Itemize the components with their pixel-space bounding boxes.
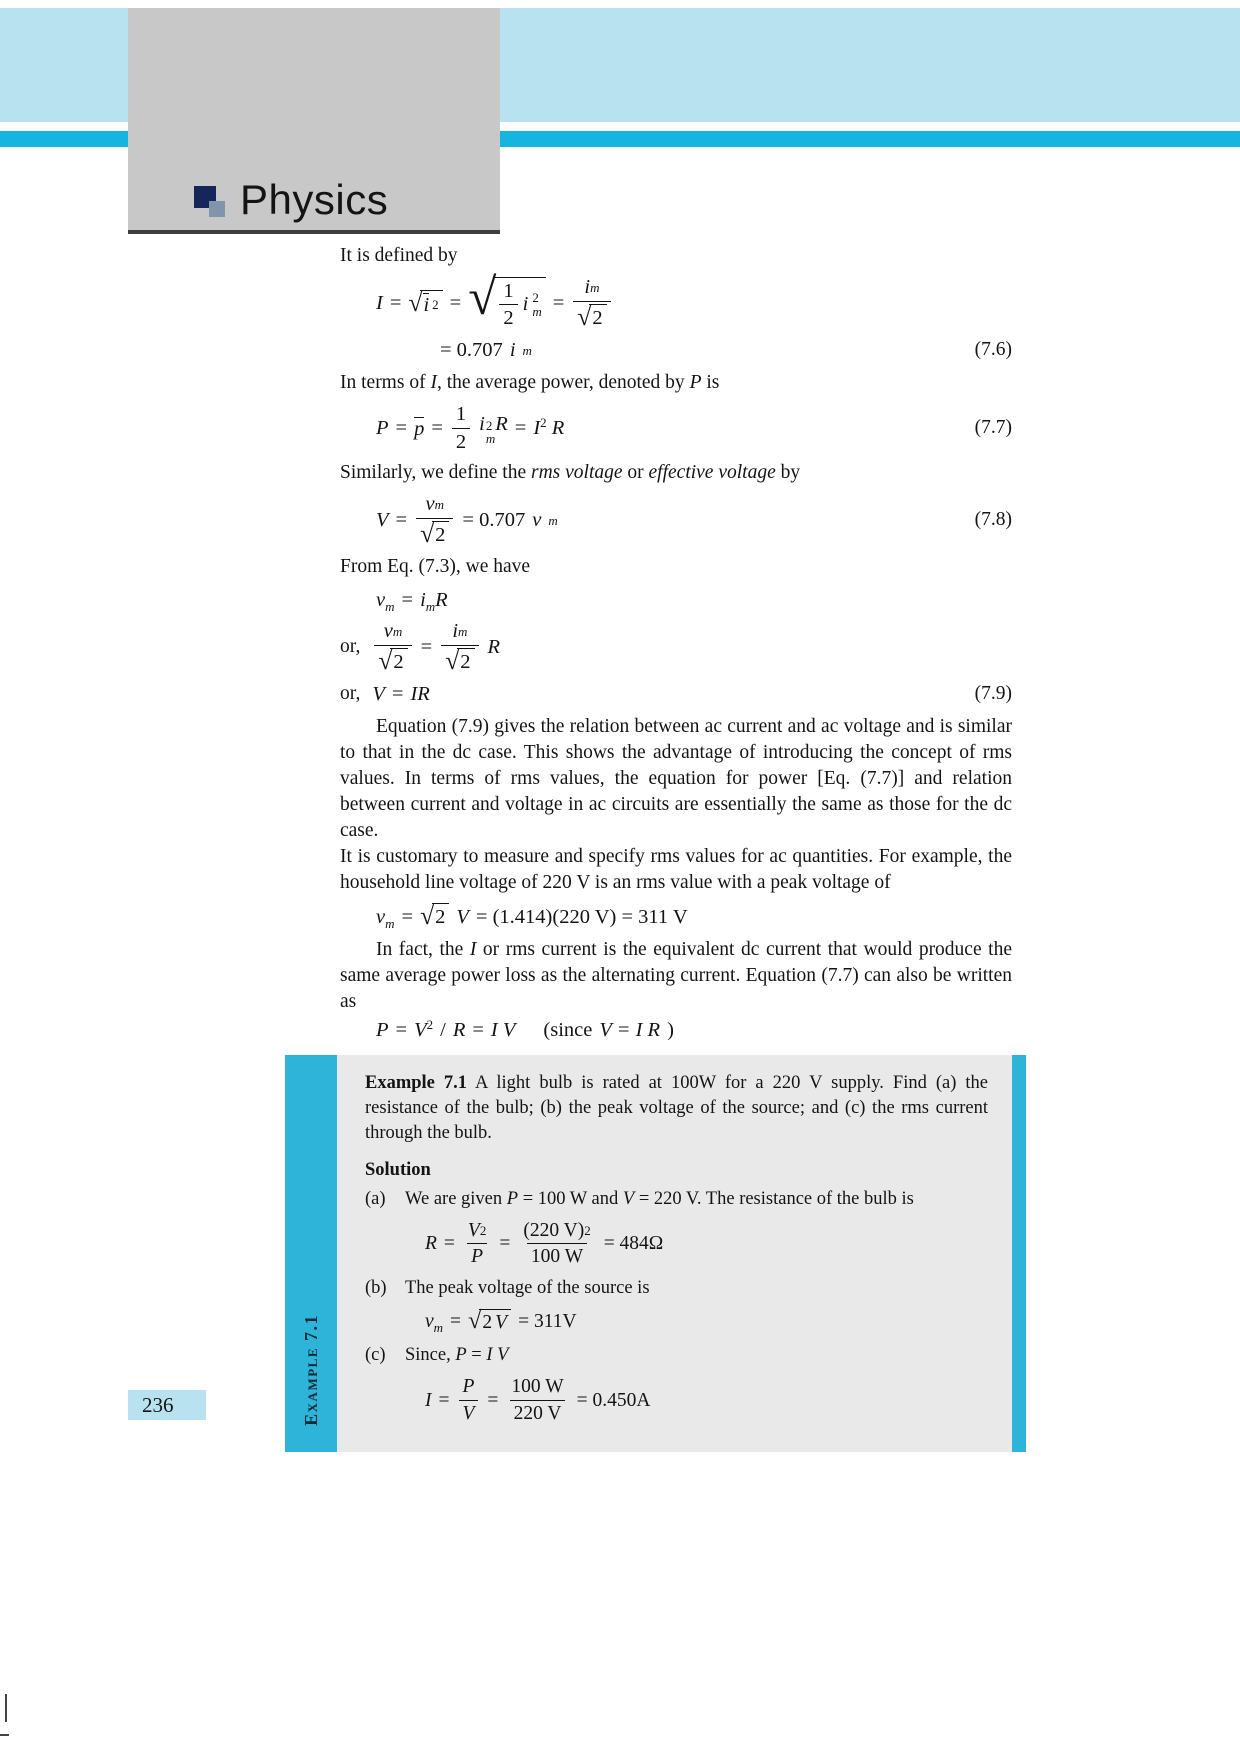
example-sidebar [285, 1055, 337, 1452]
fraction-denominator [374, 645, 411, 675]
example-title: Example 7.1 [365, 1072, 468, 1093]
math-token: = [395, 417, 408, 440]
math-token: = [431, 417, 443, 440]
sqrt-radical [468, 1306, 511, 1334]
radical-body [494, 277, 545, 330]
example-equation-peak [425, 1306, 988, 1336]
math-token: = 0.707 [462, 509, 526, 532]
text-run: P [689, 372, 702, 394]
logo-square-light [209, 201, 225, 217]
math-token: V [495, 1311, 508, 1333]
math-token: I [376, 292, 383, 315]
math-token: P [462, 1376, 475, 1398]
example-equation-resistance [425, 1220, 988, 1268]
math-token: v [376, 905, 386, 928]
radical-sign: √ [378, 645, 393, 675]
radical-sign: √ [420, 901, 435, 931]
math-token: m [385, 915, 395, 931]
text-run: I V [486, 1345, 509, 1366]
equation-label: (7.9) [974, 683, 1012, 705]
book-logo-icon [194, 186, 230, 222]
text-run: by [775, 462, 801, 484]
paragraph-in-fact [340, 937, 1012, 1015]
math-token: 2 [432, 296, 439, 312]
sqrt-radical [445, 645, 474, 675]
math-token: 2 [584, 1223, 591, 1239]
paragraph-rms-voltage [340, 460, 1012, 486]
equation-7-9 [340, 681, 1012, 707]
math-token: R [425, 1233, 437, 1255]
text-run: or rms current is the equivalent dc current that would produce the same average power loss as the alternating current. Equation (7.7) can also be written as [340, 938, 1012, 1012]
math-token: 220 V [513, 1402, 562, 1424]
text-run: , the average power, denoted by [436, 372, 690, 394]
chapter-header [128, 8, 500, 234]
text-run: or, [340, 683, 361, 705]
sqrt-radical [468, 268, 545, 330]
math-token: v [425, 493, 435, 516]
math-token: = [472, 1018, 484, 1041]
math-token: V [414, 1018, 427, 1041]
fraction-numerator [464, 1220, 490, 1243]
math-group [479, 411, 508, 446]
equation-vm [340, 587, 1012, 613]
equation-label: (7.8) [974, 509, 1012, 531]
radical-sign: √ [408, 288, 423, 318]
example-equation-resistance-math [425, 1220, 663, 1268]
fraction-numerator [519, 1220, 594, 1243]
math-token: = [438, 1389, 450, 1411]
equation-power-voltage-math [376, 1017, 674, 1043]
math-token: = 0.707 [440, 339, 503, 362]
math-token: I [533, 417, 541, 440]
math-token: V = I R [599, 1018, 661, 1041]
fraction [459, 1376, 479, 1424]
math-token: p [414, 417, 425, 440]
text-run: We are given [405, 1188, 507, 1209]
math-token: P [376, 1018, 389, 1041]
solution-item-c [365, 1343, 988, 1368]
item-text [405, 1343, 988, 1368]
equation-7-9-math [372, 681, 429, 707]
math-token: / [440, 1018, 446, 1041]
radical-sign: √ [468, 268, 497, 326]
math-token: m [485, 431, 496, 447]
text-run: I [430, 372, 437, 394]
page-number [128, 1390, 206, 1420]
fraction-numerator [422, 493, 449, 518]
radical-body [420, 290, 442, 316]
intro-text: It is defined by [340, 245, 458, 266]
solution-item-a [365, 1187, 988, 1212]
math-token: 1 [503, 279, 514, 302]
example-equation-current-math [425, 1376, 650, 1424]
paragraph-from-eq: From Eq. (7.3), we have [340, 556, 531, 578]
math-token: m [590, 279, 600, 295]
fraction-numerator [507, 1376, 567, 1399]
math-token: 2 [390, 648, 407, 675]
text-run: In terms of [340, 372, 431, 394]
math-token: m [458, 624, 468, 640]
math-token: = [395, 509, 408, 532]
math-token: m [385, 599, 395, 615]
example-statement-text: A light bulb is rated at 100W for a 220 V supply. Find (a) the resistance of the bulb; (b) the peak voltage of the source; and (c) the rms current through the bulb. [365, 1072, 989, 1143]
math-token: m [532, 303, 542, 319]
math-token: = [499, 1233, 511, 1255]
text-run: = 100 W and [518, 1188, 623, 1209]
math-token: m [392, 624, 403, 640]
fraction-numerator [459, 1376, 479, 1399]
math-token: 2 [452, 428, 470, 454]
equation-7-6-math [376, 268, 613, 331]
fraction-denominator [510, 1400, 566, 1424]
math-token: 2 [532, 289, 539, 305]
equation-label: (7.6) [974, 339, 1012, 361]
sqrt-radical [378, 645, 407, 675]
page-body [0, 243, 1240, 1452]
math-token: m [425, 599, 436, 615]
math-token: V [376, 509, 389, 532]
fraction-denominator [467, 1243, 487, 1267]
math-token: = (1.414)(220 V) = 311 V [475, 905, 688, 928]
fraction-denominator [459, 1400, 479, 1424]
text-run: = [466, 1345, 487, 1366]
math-group [533, 415, 564, 441]
page-number-text: 236 [142, 1392, 174, 1417]
fraction [452, 403, 470, 453]
sqrt-radical [408, 290, 442, 316]
math-token: V [462, 1402, 475, 1424]
fraction-denominator [416, 518, 453, 548]
math-token: IR [410, 683, 430, 706]
example-body [337, 1055, 1012, 1452]
math-token: i [509, 339, 516, 362]
text-run: or [622, 462, 649, 484]
math-token: m [434, 496, 444, 512]
math-token: R [551, 417, 565, 440]
text-run: In fact, the [376, 938, 470, 960]
equation-peak-voltage-math [376, 903, 688, 930]
math-token: 2 [457, 648, 474, 675]
math-token: = [552, 292, 565, 315]
math-token: R [452, 1018, 466, 1041]
main-content [340, 243, 1012, 1043]
item-marker: (b) [365, 1277, 387, 1298]
paragraph-customary: It is customary to measure and specify rms values for ac quantities. For example, the household line voltage of 220 V is an rms value with a peak voltage of [340, 846, 1012, 894]
fraction [507, 1376, 567, 1424]
item-text: The peak voltage of the source is [405, 1277, 650, 1298]
math-token: V [467, 1219, 480, 1241]
math-token: P [376, 417, 389, 440]
equation-label: (7.7) [974, 417, 1012, 439]
fraction-numerator [380, 620, 407, 645]
math-token: = [401, 589, 414, 612]
equation-vm-math [376, 587, 448, 613]
math-token: 2 [499, 304, 517, 330]
math-token: i [522, 292, 529, 315]
equation-7-6-result [340, 337, 1012, 363]
equation-or-1 [340, 620, 1012, 674]
math-token: = [391, 683, 404, 706]
math-token: = [443, 1233, 455, 1255]
math-token: v [532, 509, 542, 532]
text-run: I [469, 938, 477, 960]
item-text [405, 1187, 988, 1212]
solution-label: Solution [365, 1159, 431, 1180]
math-token: 2 [479, 1223, 487, 1239]
math-token: V [456, 905, 469, 928]
math-token: 2 [432, 903, 449, 930]
text-run: or, [340, 636, 361, 658]
paragraph-relation: Equation (7.9) gives the relation between ac current and ac voltage and is similar to that in the dc case. This shows the advantage of introducing the concept of rms values. In terms of rms values, the equation for power [Eq. (7.7)] and relation between current and voltage in ac circuits are essentially the same as those for the dc case. [340, 716, 1012, 842]
equation-7-8-math [376, 493, 558, 547]
radical-body [479, 1309, 511, 1334]
equation-7-6-result-math [440, 337, 532, 363]
math-token: R [435, 589, 448, 612]
math-group [376, 587, 395, 613]
math-token: 100 W [511, 1376, 564, 1398]
example-right-strip [1012, 1055, 1026, 1452]
math-token: = [449, 292, 462, 315]
math-token: = [487, 1389, 499, 1411]
math-token: ) [667, 1018, 674, 1041]
math-token: = 0.450A [576, 1389, 651, 1411]
radical-sign: √ [445, 645, 460, 675]
math-token: = [420, 636, 433, 659]
math-token: v [383, 620, 393, 643]
math-token: 2 [482, 1311, 493, 1333]
fraction [464, 1220, 490, 1268]
math-token: v [376, 589, 386, 612]
fraction-denominator [527, 1243, 587, 1267]
example-equation-current [425, 1376, 988, 1424]
sup-sub-stack [486, 419, 495, 446]
example-statement [365, 1071, 988, 1146]
solution-item-b [365, 1276, 988, 1301]
sup-sub-stack [532, 291, 541, 318]
math-token: 2 [540, 415, 547, 431]
example-equation-peak-math [425, 1306, 577, 1336]
math-token: m [433, 1320, 444, 1336]
math-token: (since [543, 1018, 593, 1041]
math-token: 100 W [530, 1246, 584, 1268]
math-token: = [389, 292, 402, 315]
math-group [425, 1309, 443, 1334]
fraction-numerator [448, 620, 471, 645]
text-run: P [455, 1345, 467, 1366]
text-run: effective voltage [648, 462, 776, 484]
text-run: Since, [405, 1345, 456, 1366]
math-group [414, 1017, 433, 1043]
equation-7-8 [340, 493, 1012, 547]
fraction [519, 1220, 594, 1268]
math-token: = [450, 1311, 462, 1333]
equation-power-voltage [340, 1017, 1012, 1043]
math-token: I V [490, 1018, 516, 1041]
radical-sign: √ [577, 301, 592, 331]
fraction [573, 276, 610, 330]
math-token: R [487, 636, 501, 659]
math-token: 1 [455, 403, 467, 426]
fraction [441, 620, 478, 674]
math-token: 2 [426, 1016, 434, 1032]
math-token: i [584, 276, 591, 298]
math-token: i [452, 620, 459, 643]
math-token: m [548, 512, 558, 528]
fraction [499, 280, 517, 330]
example-box [285, 1055, 1026, 1452]
fraction [374, 620, 411, 674]
equation-or-1-math [372, 620, 500, 674]
paragraph-average-power [340, 370, 1012, 396]
text-run: V [622, 1188, 635, 1209]
item-marker: (c) [365, 1345, 386, 1366]
math-token: = 484Ω [603, 1233, 664, 1255]
math-token: = [395, 1018, 408, 1041]
sqrt-radical [577, 301, 606, 331]
math-token: i [479, 412, 485, 435]
math-token: v [425, 1311, 434, 1333]
fraction-denominator [573, 301, 610, 331]
math-token: 2 [432, 521, 449, 548]
math-token: i [420, 589, 426, 612]
sqrt-radical [420, 518, 449, 548]
sqrt-radical [420, 903, 449, 930]
math-token: i [423, 294, 430, 317]
equation-7-7 [340, 403, 1012, 453]
equation-peak-voltage [340, 903, 1012, 930]
math-group [420, 587, 448, 613]
crop-mark [0, 1734, 9, 1736]
math-group [376, 904, 395, 930]
math-token: 2 [485, 417, 493, 433]
text-run: = 220 V. The resistance of the bulb is [634, 1188, 914, 1209]
math-token: (220 V) [523, 1219, 585, 1241]
math-token: = 311V [518, 1311, 577, 1333]
fraction-numerator [580, 276, 603, 301]
math-token: m [522, 342, 532, 358]
math-token: = [514, 417, 527, 440]
math-token: V [372, 683, 385, 706]
math-token: R [495, 412, 508, 435]
math-token: P [471, 1246, 484, 1268]
crop-mark [5, 1694, 7, 1722]
page-title: Physics [240, 176, 389, 223]
math-token: I [425, 1389, 432, 1411]
fraction [416, 493, 453, 547]
text-run: P [506, 1188, 519, 1209]
math-token: = [401, 905, 414, 928]
radical-sign: √ [420, 518, 435, 548]
equation-7-7-math [376, 403, 564, 453]
equation-7-6 [340, 268, 1012, 331]
example-sidebar-label: Example 7.1 [300, 1314, 321, 1426]
item-marker: (a) [365, 1188, 386, 1209]
math-token: 2 [589, 304, 606, 331]
fraction-denominator [441, 645, 478, 675]
text-run: is [701, 372, 720, 394]
text-run: rms voltage [530, 462, 623, 484]
text-run: Similarly, we define the [340, 462, 531, 484]
radical-sign: √ [468, 1306, 482, 1334]
